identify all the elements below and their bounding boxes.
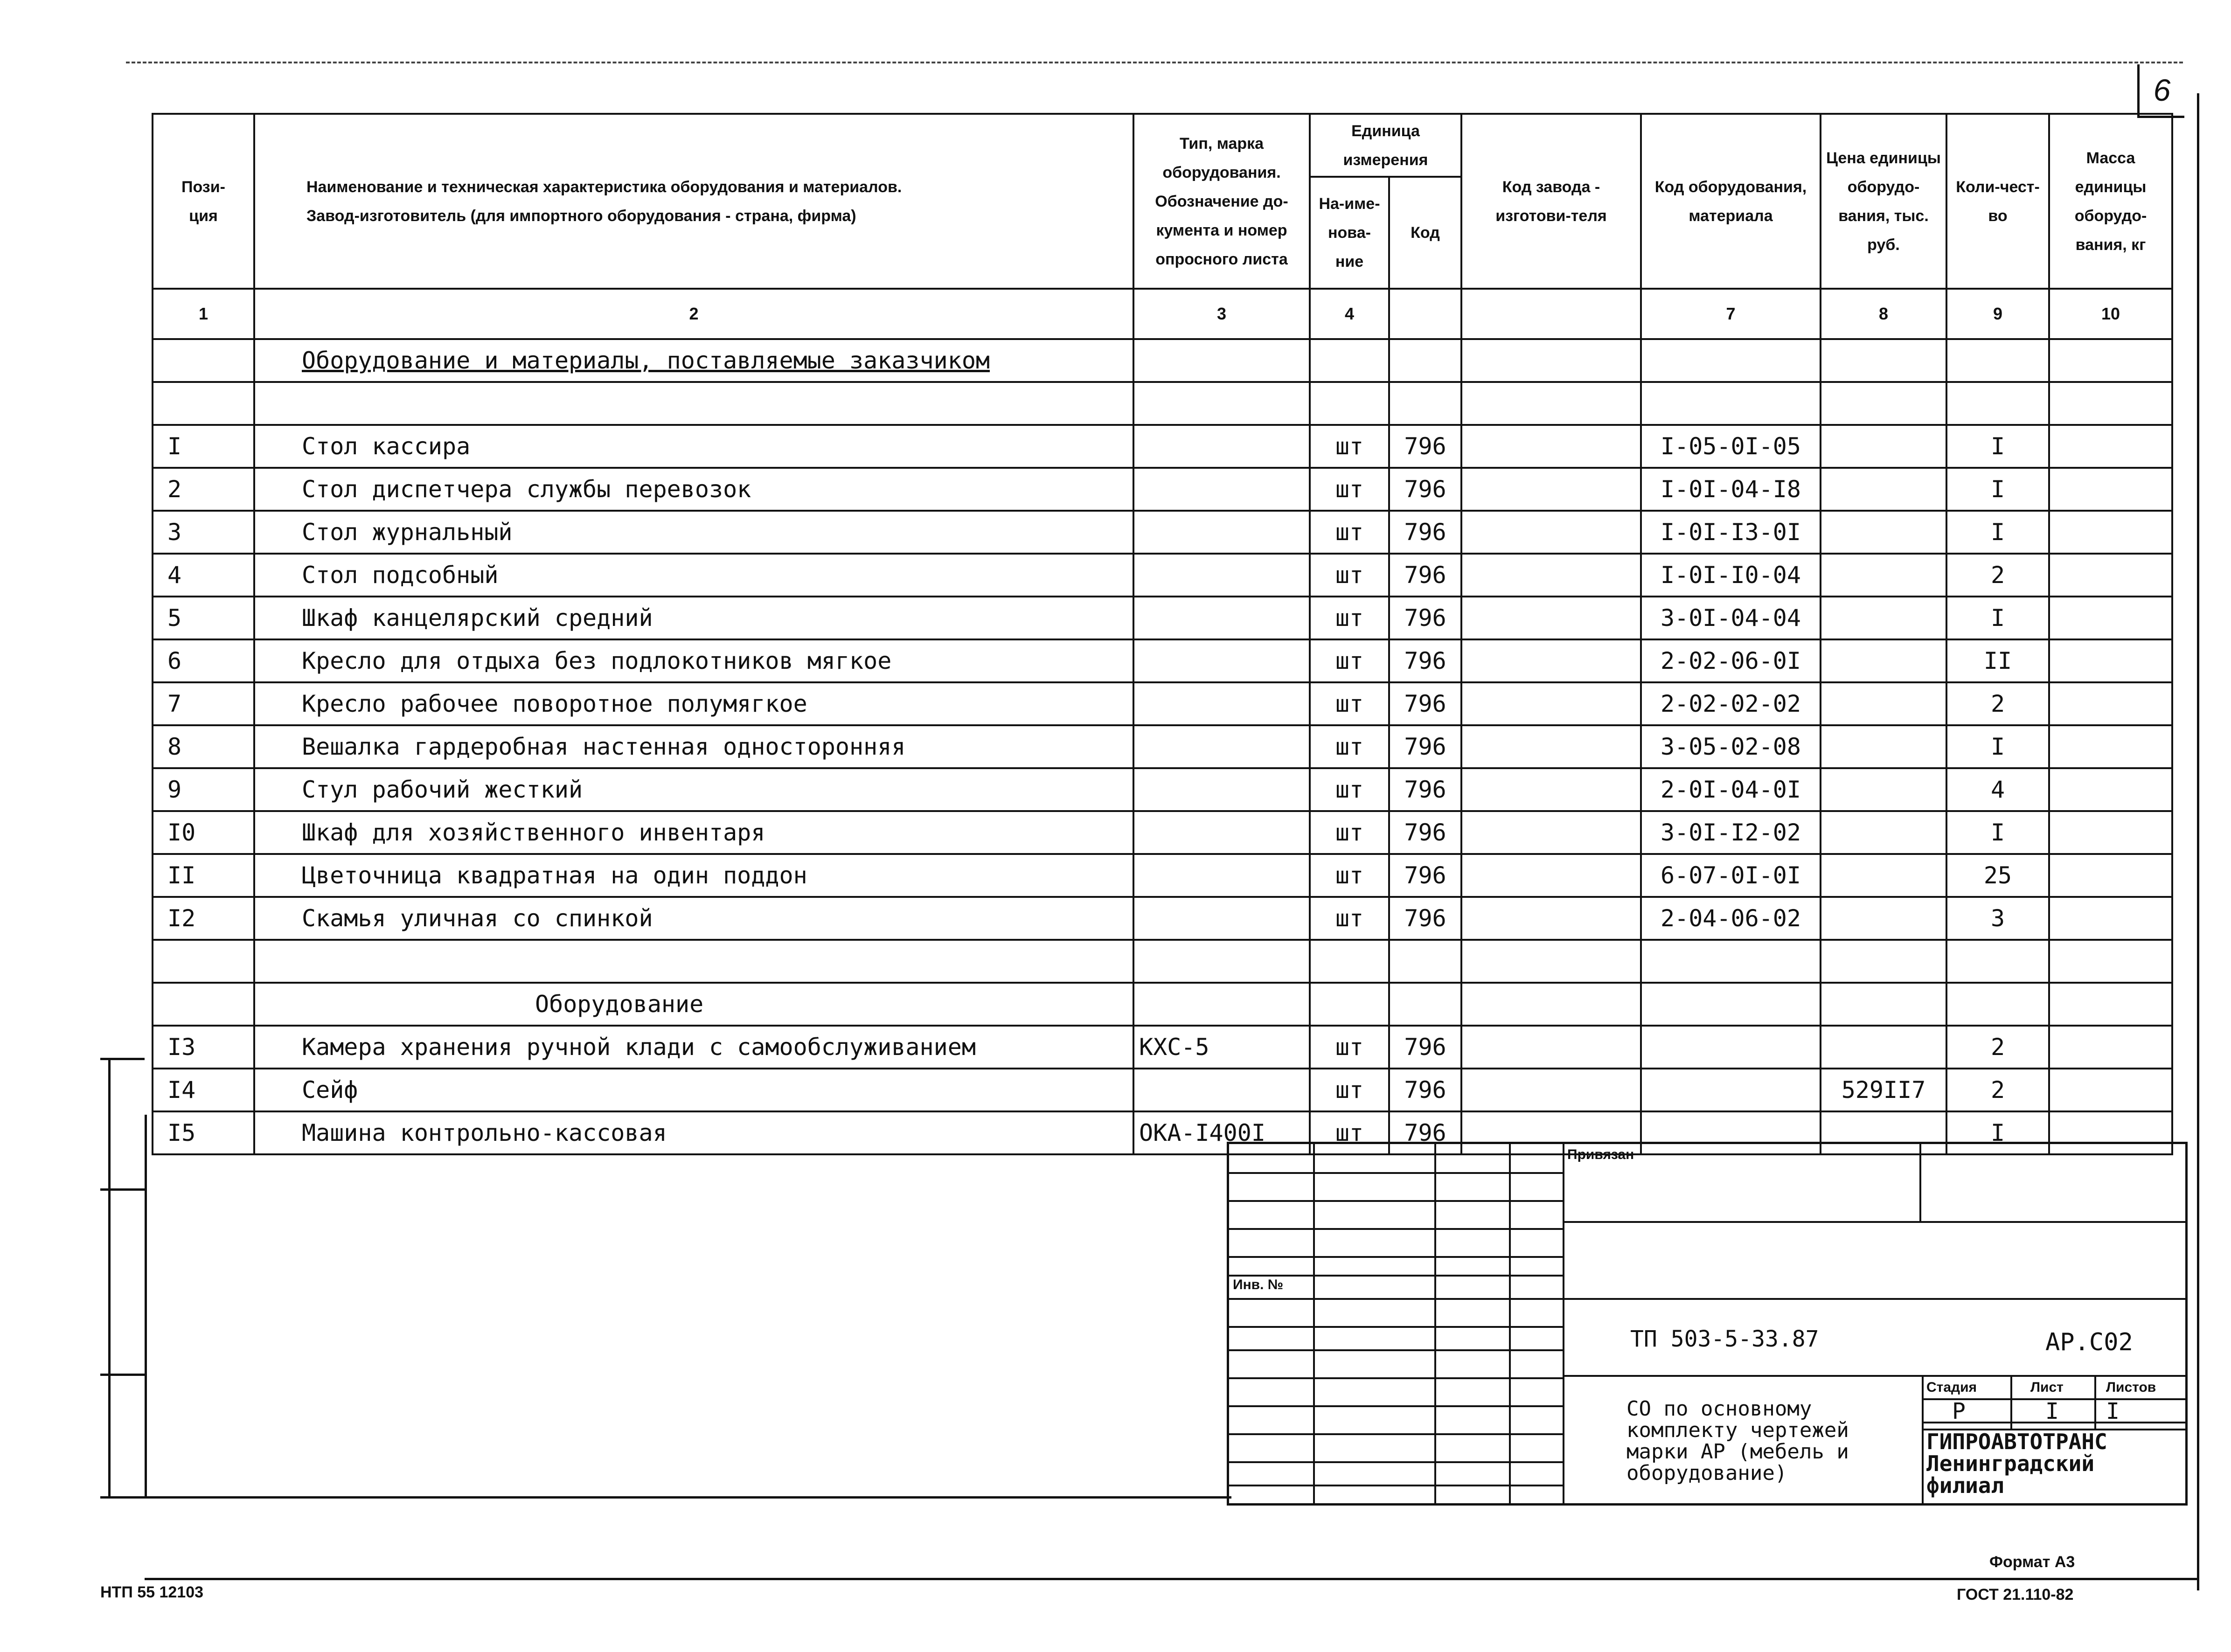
stage-value: Р (1952, 1398, 1966, 1424)
sheet-number: 6 (2137, 64, 2184, 118)
document-code: ТП 503-5-33.87 (1630, 1326, 1819, 1352)
col-num (1461, 289, 1641, 339)
row-price (1821, 511, 1946, 554)
binding-stub-line (100, 1188, 145, 1191)
row-equipment-code: I-0I-04-I8 (1641, 468, 1821, 511)
row-unit: шт (1310, 511, 1389, 554)
header-position: Пози- ция (153, 114, 254, 289)
row-type (1133, 468, 1310, 511)
row-type (1133, 897, 1310, 940)
row-unit-code: 796 (1389, 597, 1461, 639)
sheets-value: I (2106, 1398, 2120, 1424)
binding-stub-line (100, 1374, 145, 1376)
table-row (153, 511, 2172, 554)
row-name: Стол журнальный (254, 511, 1133, 554)
row-factory-code (1461, 597, 1641, 639)
row-type (1133, 725, 1310, 768)
table-row (153, 468, 2172, 511)
row-quantity: I (1946, 811, 2049, 854)
row-equipment-code: 6-07-0I-0I (1641, 854, 1821, 897)
row-position: 9 (153, 768, 254, 811)
row-unit: шт (1310, 468, 1389, 511)
row-unit: шт (1310, 725, 1389, 768)
row-position: 6 (153, 639, 254, 682)
row-quantity: II (1946, 639, 2049, 682)
row-factory-code (1461, 682, 1641, 725)
row-name: Камера хранения ручной клади с самообслуживанием (254, 1026, 1133, 1069)
section-title-equipment: Оборудование (254, 983, 1133, 1026)
frame-left-line (145, 1115, 147, 1496)
row-factory-code (1461, 725, 1641, 768)
row-equipment-code (1641, 1026, 1821, 1069)
row-factory-code (1461, 554, 1641, 597)
row-position: 4 (153, 554, 254, 597)
row-factory-code (1461, 639, 1641, 682)
row-type (1133, 425, 1310, 468)
row-quantity: I (1946, 1111, 2049, 1154)
row-unit: шт (1310, 1026, 1389, 1069)
row-mass (2049, 425, 2172, 468)
row-equipment-code (1641, 1069, 1821, 1111)
row-mass (2049, 897, 2172, 940)
section1-rows (153, 425, 2172, 940)
row-unit-code: 796 (1389, 854, 1461, 897)
row-equipment-code: 2-0I-04-0I (1641, 768, 1821, 811)
row-type (1133, 768, 1310, 811)
row-equipment-code: I-0I-I3-0I (1641, 511, 1821, 554)
row-mass (2049, 639, 2172, 682)
row-unit-code: 796 (1389, 682, 1461, 725)
row-mass (2049, 554, 2172, 597)
specification-table (152, 113, 2173, 1155)
row-position: I4 (153, 1069, 254, 1111)
row-mass (2049, 1069, 2172, 1111)
row-factory-code (1461, 854, 1641, 897)
row-name: Стол кассира (254, 425, 1133, 468)
row-price (1821, 811, 1946, 854)
row-mass (2049, 468, 2172, 511)
row-type (1133, 554, 1310, 597)
row-type (1133, 854, 1310, 897)
row-factory-code (1461, 768, 1641, 811)
row-factory-code (1461, 811, 1641, 854)
row-unit-code: 796 (1389, 511, 1461, 554)
col-num: 10 (2049, 289, 2172, 339)
row-unit: шт (1310, 897, 1389, 940)
stage-label: Стадия (1926, 1380, 1977, 1395)
row-type (1133, 1069, 1310, 1111)
header-mass: Масса единицы оборудо-вания, кг (2049, 114, 2172, 289)
col-num: 1 (153, 289, 254, 339)
row-mass (2049, 725, 2172, 768)
row-position: 7 (153, 682, 254, 725)
row-position: 3 (153, 511, 254, 554)
row-equipment-code: 2-02-06-0I (1641, 639, 1821, 682)
row-quantity: I (1946, 725, 2049, 768)
row-quantity: I (1946, 511, 2049, 554)
row-unit-code: 796 (1389, 1069, 1461, 1111)
row-price (1821, 682, 1946, 725)
row-position: II (153, 854, 254, 897)
col-num: 7 (1641, 289, 1821, 339)
row-unit: шт (1310, 1111, 1389, 1154)
row-quantity: 2 (1946, 1026, 2049, 1069)
row-unit-code: 796 (1389, 811, 1461, 854)
row-name: Стол диспетчера службы перевозок (254, 468, 1133, 511)
row-equipment-code: 2-02-02-02 (1641, 682, 1821, 725)
row-position: I0 (153, 811, 254, 854)
row-unit-code: 796 (1389, 554, 1461, 597)
col-num: 8 (1821, 289, 1946, 339)
row-unit: шт (1310, 682, 1389, 725)
row-name: Скамья уличная со спинкой (254, 897, 1133, 940)
row-mass (2049, 682, 2172, 725)
row-name: Вешалка гардеробная настенная односторонняя (254, 725, 1133, 768)
table-row (153, 725, 2172, 768)
row-name: Машина контрольно-кассовая (254, 1111, 1133, 1154)
row-position: 5 (153, 597, 254, 639)
row-mass (2049, 1026, 2172, 1069)
row-mass (2049, 597, 2172, 639)
binding-stub-line (100, 1058, 145, 1060)
row-unit: шт (1310, 639, 1389, 682)
row-mass (2049, 511, 2172, 554)
section2-rows (153, 1026, 2172, 1154)
row-factory-code (1461, 1026, 1641, 1069)
row-position: I3 (153, 1026, 254, 1069)
row-position: I (153, 425, 254, 468)
row-name: Кресло рабочее поворотное полумягкое (254, 682, 1133, 725)
row-price (1821, 897, 1946, 940)
top-border-line (126, 62, 2183, 63)
table-row (153, 768, 2172, 811)
row-price (1821, 725, 1946, 768)
row-name: Стол подсобный (254, 554, 1133, 597)
organization-name: ГИПРОАВТОТРАНС Ленинградский филиал (1926, 1429, 2107, 1498)
row-position: 2 (153, 468, 254, 511)
row-equipment-code: I-0I-I0-04 (1641, 554, 1821, 597)
row-unit: шт (1310, 1069, 1389, 1111)
row-unit-code: 796 (1389, 1111, 1461, 1154)
row-unit: шт (1310, 768, 1389, 811)
row-quantity: 4 (1946, 768, 2049, 811)
col-num: 4 (1310, 289, 1389, 339)
row-unit: шт (1310, 597, 1389, 639)
table-row (153, 1026, 2172, 1069)
privyazan-label: Привязан (1567, 1147, 1634, 1162)
document-mark: АР.С02 (2045, 1328, 2133, 1356)
col-num: 3 (1133, 289, 1310, 339)
row-unit-code: 796 (1389, 768, 1461, 811)
right-border-line (2197, 93, 2199, 1590)
row-quantity: 3 (1946, 897, 2049, 940)
table-row (153, 854, 2172, 897)
row-mass (2049, 768, 2172, 811)
frame-bottom-line (145, 1496, 1231, 1499)
sheets-label: Листов (2106, 1380, 2156, 1395)
row-position: I5 (153, 1111, 254, 1154)
row-factory-code (1461, 1069, 1641, 1111)
row-price (1821, 468, 1946, 511)
row-position: 8 (153, 725, 254, 768)
row-type: ОКА-I400I (1133, 1111, 1310, 1154)
header-quantity: Коли-чест-во (1946, 114, 2049, 289)
binding-stub-line (100, 1496, 145, 1499)
section-title-customer: Оборудование и материалы, поставляемые заказчиком (302, 347, 990, 374)
row-unit-code: 796 (1389, 468, 1461, 511)
row-unit-code: 796 (1389, 639, 1461, 682)
row-quantity: 2 (1946, 1069, 2049, 1111)
row-equipment-code: 3-0I-I2-02 (1641, 811, 1821, 854)
row-name: Кресло для отдыха без подлокотников мягкое (254, 639, 1133, 682)
row-type (1133, 811, 1310, 854)
bottom-border-line (145, 1578, 2199, 1580)
row-unit: шт (1310, 554, 1389, 597)
row-name: Сейф (254, 1069, 1133, 1111)
inventory-number-label: Инв. № (1233, 1277, 1284, 1292)
row-mass (2049, 854, 2172, 897)
gost-label: ГОСТ 21.110-82 (1957, 1586, 2074, 1603)
row-name: Шкаф канцелярский средний (254, 597, 1133, 639)
sheet-label: Лист (2030, 1380, 2064, 1395)
row-unit-code: 796 (1389, 1026, 1461, 1069)
row-price (1821, 597, 1946, 639)
row-factory-code (1461, 468, 1641, 511)
header-type: Тип, марка оборудования. Обозначение до-кумента и номер опросного листа (1133, 114, 1310, 289)
sheet-value: I (2045, 1398, 2059, 1424)
row-unit-code: 796 (1389, 725, 1461, 768)
row-price (1821, 639, 1946, 682)
col-num: 9 (1946, 289, 2049, 339)
row-price (1821, 854, 1946, 897)
row-quantity: I (1946, 425, 2049, 468)
row-factory-code (1461, 425, 1641, 468)
header-unit-code: Код (1389, 177, 1461, 289)
row-quantity: 25 (1946, 854, 2049, 897)
document-description: СО по основному комплекту чертежей марки АР (мебель и оборудование) (1626, 1397, 1849, 1485)
row-equipment-code: I-05-0I-05 (1641, 425, 1821, 468)
header-unit-name: На-име-нова-ние (1310, 177, 1389, 289)
row-unit-code: 796 (1389, 425, 1461, 468)
binding-stub (108, 1058, 111, 1496)
header-name: Наименование и техническая характеристика оборудования и материалов. Завод-изготовитель (для импортного оборудования - страна, фирма) (254, 114, 1133, 289)
row-name: Цветочница квадратная на один поддон (254, 854, 1133, 897)
row-price (1821, 1026, 1946, 1069)
row-equipment-code: 2-04-06-02 (1641, 897, 1821, 940)
row-unit-code: 796 (1389, 897, 1461, 940)
row-type (1133, 597, 1310, 639)
row-type: КХС-5 (1133, 1026, 1310, 1069)
table-row (153, 425, 2172, 468)
row-quantity: I (1946, 468, 2049, 511)
table-row (153, 597, 2172, 639)
row-factory-code (1461, 897, 1641, 940)
row-type (1133, 682, 1310, 725)
row-price (1821, 554, 1946, 597)
row-unit: шт (1310, 425, 1389, 468)
table-row (153, 811, 2172, 854)
row-price (1821, 425, 1946, 468)
row-mass (2049, 811, 2172, 854)
footer-left-code: НТП 55 12103 (100, 1583, 204, 1601)
table-row (153, 639, 2172, 682)
row-quantity: 2 (1946, 682, 2049, 725)
table-row (153, 682, 2172, 725)
row-position: I2 (153, 897, 254, 940)
table-row (153, 554, 2172, 597)
row-equipment-code: 3-0I-04-04 (1641, 597, 1821, 639)
table-row (153, 897, 2172, 940)
header-price: Цена единицы оборудо-вания, тыс. руб. (1821, 114, 1946, 289)
col-num: 2 (254, 289, 1133, 339)
row-factory-code (1461, 511, 1641, 554)
title-block (1227, 1142, 2188, 1506)
col-num (1389, 289, 1461, 339)
row-name: Стул рабочий жесткий (254, 768, 1133, 811)
row-price (1821, 768, 1946, 811)
row-name: Шкаф для хозяйственного инвентаря (254, 811, 1133, 854)
header-equipment-code: Код оборудования, материала (1641, 114, 1821, 289)
row-type (1133, 639, 1310, 682)
row-unit: шт (1310, 854, 1389, 897)
table-row (153, 1069, 2172, 1111)
row-equipment-code: 3-05-02-08 (1641, 725, 1821, 768)
row-type (1133, 511, 1310, 554)
row-quantity: I (1946, 597, 2049, 639)
header-unit-group: Единица измерения (1310, 114, 1461, 177)
row-price: 529II7 (1821, 1069, 1946, 1111)
format-label: Формат А3 (1989, 1553, 2075, 1571)
header-factory-code: Код завода - изготови-теля (1461, 114, 1641, 289)
row-unit: шт (1310, 811, 1389, 854)
row-quantity: 2 (1946, 554, 2049, 597)
